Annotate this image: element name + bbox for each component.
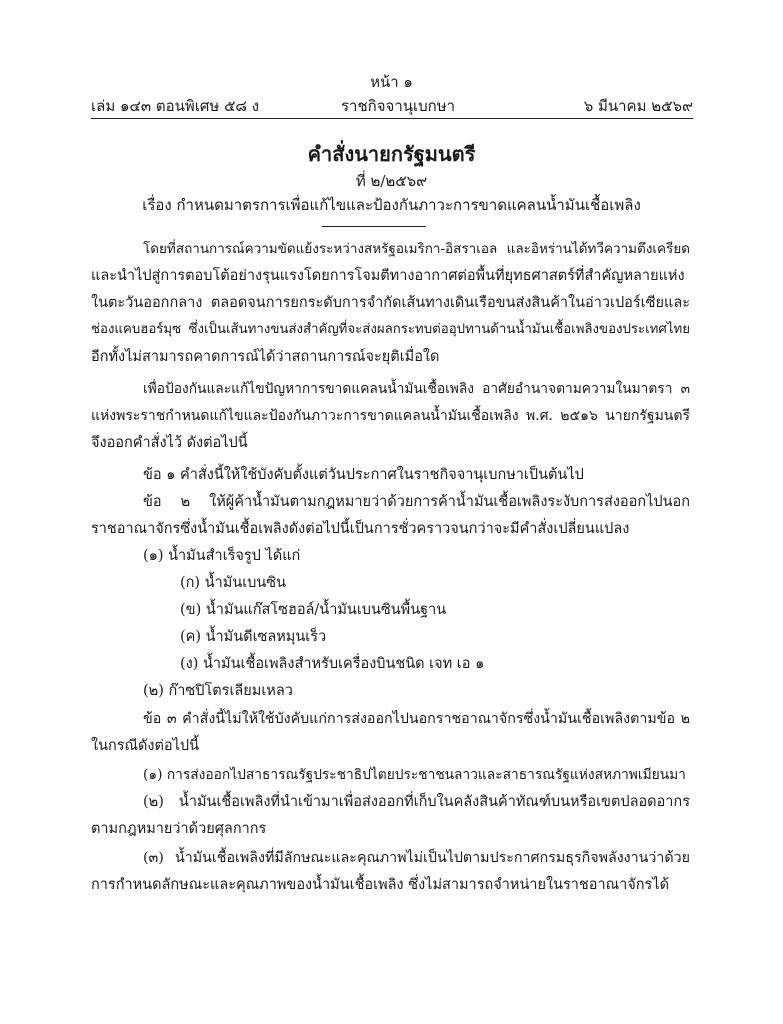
paragraph-1-line: ช่องแคบฮอร์มุซ ซึ่งเป็นเส้นทางขนส่งสำคัญที่จะส่งผลกระทบต่ออุปทานด้านน้ำมันเชื้อเพลิงของประเทศไทย — [91, 322, 690, 337]
clause-2-subitem: (ก) น้ำมันเบนซิน — [180, 575, 287, 591]
order-number: ที่ ๒/๒๕๖๙ — [355, 172, 428, 190]
clause-3-line: ข้อ ๓ คำสั่งนี้ไม่ให้ใช้บังคับแก่การส่งออกไปนอกราชอาณาจักรซึ่งน้ำมันเชื้อเพลิงตามข้อ ๒ — [143, 711, 690, 727]
gazette-header — [91, 94, 693, 116]
paragraph-2-line: แห่งพระราชกำหนดแก้ไขและป้องกันภาวะการขาดแคลนน้ำมันเชื้อเพลิง พ.ศ. ๒๕๑๖ นายกรัฐมนตรี — [91, 408, 690, 424]
clause-2-subitem: (ข) น้ำมันแก๊สโซฮอล์/น้ำมันเบนซินพื้นฐาน — [180, 602, 447, 618]
clause-3-line: ในกรณีดังต่อไปนี้ — [91, 738, 200, 754]
paragraph-2-line: จึงออกคำสั่งไว้ ดังต่อไปนี้ — [91, 435, 248, 451]
clause-3-item: (๓) น้ำมันเชื้อเพลิงที่มีลักษณะและคุณภาพไม่เป็นไปตามประกาศกรมธุรกิจพลังงานว่าด้วย — [143, 850, 690, 866]
publication-date: ๖ มีนาคม ๒๕๖๙ — [583, 97, 693, 115]
clause-3-item: (๑) การส่งออกไปสาธารณรัฐประชาธิปไตยประชาชนลาวและสาธารณรัฐแห่งสหภาพเมียนมา — [143, 767, 686, 783]
page-number: หน้า ๑ — [370, 73, 413, 91]
clause-2-subitem: (ง) น้ำมันเชื้อเพลิงสำหรับเครื่องบินชนิด เจท เอ ๑ — [180, 656, 485, 672]
paragraph-1-line: และนำไปสู่การตอบโต้อย่างรุนแรงโดยการโจมตีทางอากาศต่อพื้นที่ยุทธศาสตร์ที่สำคัญหลายแห่ง — [91, 268, 685, 284]
document-title: คำสั่งนายกรัฐมนตรี — [307, 142, 476, 166]
title-divider — [322, 226, 426, 227]
clause-2-line: ข้อ ๒ ให้ผู้ค้าน้ำมันตามกฎหมายว่าด้วยการค้าน้ำมันเชื้อเพลิงระงับการส่งออกไปนอก — [143, 494, 690, 510]
clause-2-item: (๑) น้ำมันสำเร็จรูป ได้แก่ — [143, 548, 301, 564]
volume-issue: เล่ม ๑๔๓ ตอนพิเศษ ๕๘ ง — [91, 97, 260, 115]
clause-2-line: ราชอาณาจักรซึ่งน้ำมันเชื้อเพลิงดังต่อไปนี้เป็นการชั่วคราวจนกว่าจะมีคำสั่งเปลี่ยนแปลง — [91, 521, 630, 537]
clause-3-item: (๒) น้ำมันเชื้อเพลิงที่นำเข้ามาเพื่อส่งออกที่เก็บในคลังสินค้าทัณฑ์บนหรือเขตปลอดอากร — [143, 794, 690, 810]
paragraph-1-line: อีกทั้งไม่สามารถคาดการณ์ได้ว่าสถานการณ์จะยุติเมื่อใด — [91, 349, 440, 365]
subject-line: เรื่อง กำหนดมาตรการเพื่อแก้ไขและป้องกันภาวะการขาดแคลนน้ำมันเชื้อเพลิง — [142, 196, 641, 214]
clause-2-subitem: (ค) น้ำมันดีเซลหมุนเร็ว — [180, 629, 327, 645]
clause-3-item-continuation: การกำหนดลักษณะและคุณภาพของน้ำมันเชื้อเพลิง ซึ่งไม่สามารถจำหน่ายในราชอาณาจักรได้ — [91, 877, 669, 893]
paragraph-2-line: เพื่อป้องกันและแก้ไขปัญหาการขาดแคลนน้ำมันเชื้อเพลิง อาศัยอำนาจตามความในมาตรา ๓ — [143, 381, 690, 397]
gazette-name: ราชกิจจานุเบกษา — [341, 97, 456, 115]
clause-2-item: (๒) ก๊าซปิโตรเลียมเหลว — [143, 683, 293, 699]
paragraph-1-line: ในตะวันออกกลาง ตลอดจนการยกระดับการจำกัดเส้นทางเดินเรือขนส่งสินค้าในอ่าวเปอร์เซียและ — [91, 295, 690, 311]
header-rule — [91, 118, 693, 119]
paragraph-1-line: โดยที่สถานการณ์ความขัดแย้งระหว่างสหรัฐอเมริกา-อิสราเอล และอิหร่านได้ทวีความตึงเครียด — [143, 241, 690, 257]
clause-1: ข้อ ๑ คำสั่งนี้ให้ใช้บังคับตั้งแต่วันประกาศในราชกิจจานุเบกษาเป็นต้นไป — [143, 467, 584, 483]
clause-3-item-continuation: ตามกฎหมายว่าด้วยศุลกากร — [91, 821, 267, 837]
